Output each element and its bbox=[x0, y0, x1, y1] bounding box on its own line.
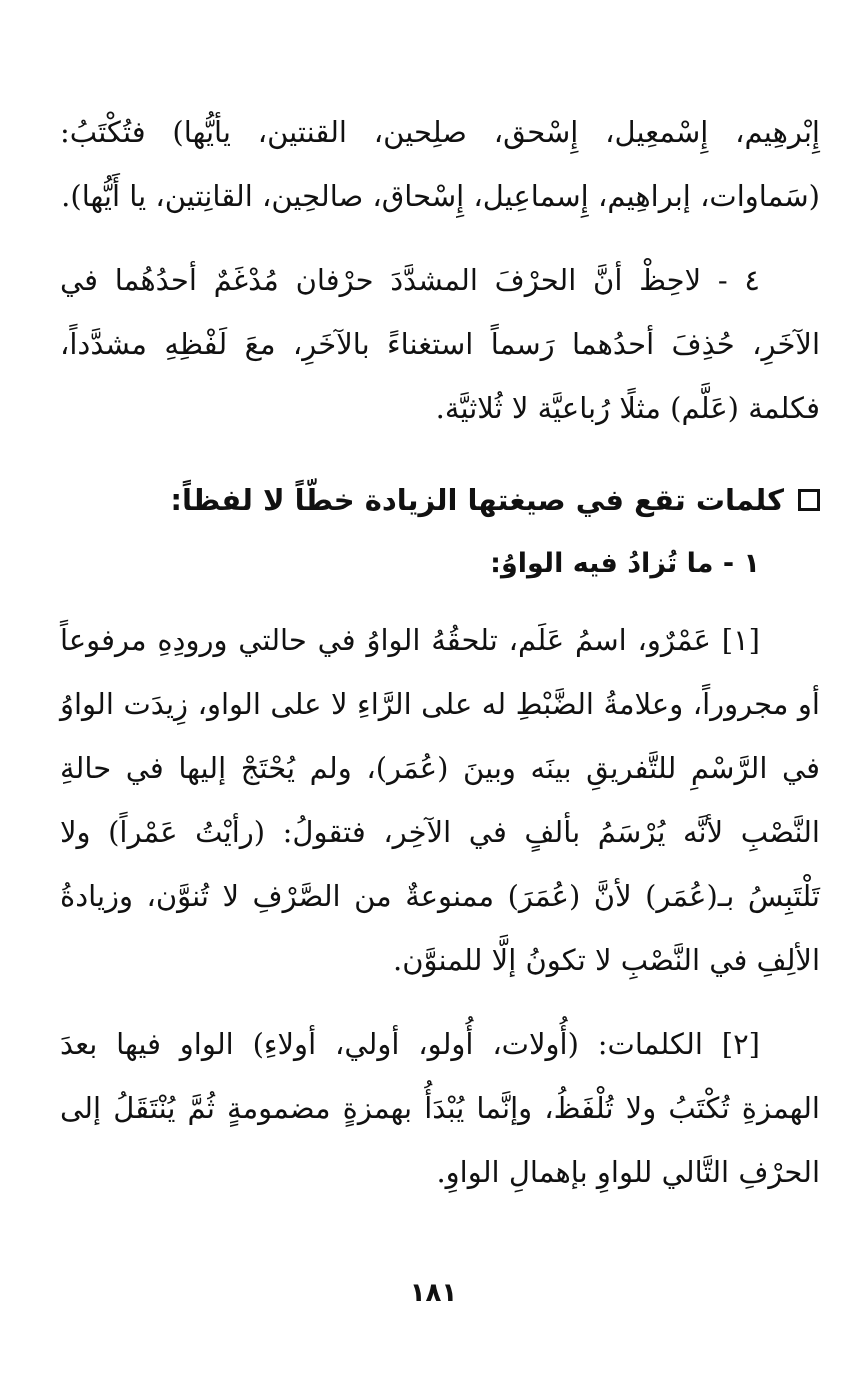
paragraph-item-1: [١] عَمْرٌو، اسمُ عَلَم، تلحقُهُ الواوُ في حالتي ورودِهِ مرفوعاً أو مجروراً، وعلامةُ الضَّبْطِ له على الرَّاءِ لا على الواو، زِيدَت الواوُ في الرَّسْمِ للتَّفريقِ بينَه وبينَ (عُمَر)، ولم يُحْتَجْ إليها في حالةِ النَّصْبِ لأنَّه يُرْسَمُ بألفٍ في الآخِر، فتقولُ: (رأيْتُ عَمْراً) ولا تَلْتَبِسُ بـ(عُمَر) لأنَّ (عُمَرَ) ممنوعةٌ من الصَّرْفِ لا تُنوَّن، وزيادةُ الألِفِ في النَّصْبِ لا تكونُ إلَّا للمنوَّن. bbox=[60, 623, 820, 977]
square-bullet-icon bbox=[798, 489, 820, 511]
paragraph-spelling-examples: إِبْرهِيم، إِسْمعِيل، إِسْحق، صلِحين، القنتين، يأيُّها) فتُكْتَبُ: (سَماوات، إبراهِيم، إِسماعِيل، إِسْحاق، صالحِين، القانِتين، يا أَيُّها). bbox=[60, 115, 820, 213]
paragraph-item-2: [٢] الكلمات: (أُولات، أُولو، أولي، أولاءِ) الواو فيها بعدَ الهمزةِ تُكْتَبُ ولا تُلْفَظُ، وإنَّما يُبْدَأُ بهمزةٍ مضمومةٍ ثُمَّ يُنْتَقَلُ إلى الحرْفِ التَّالي للواوِ بإهمالِ الواوِ. bbox=[60, 1027, 820, 1189]
section-heading bbox=[60, 468, 820, 532]
paragraph-rule-4: ٤ - لاحِظْ أنَّ الحرْفَ المشدَّدَ حرْفان مُدْغَمٌ أحدُهُما في الآخَرِ، حُذِفَ أحدُهما رَسماً استغناءً بالآخَرِ، معَ لَفْظِهِ مشدَّداً، فكلمة (عَلَّم) مثلًا رُباعيَّة لا ثُلاثيَّة. bbox=[60, 263, 820, 425]
page-body bbox=[60, 100, 820, 1204]
section-heading-text: كلمات تقع في صيغتها الزيادة خطّاً لا لفظاً: bbox=[170, 483, 784, 517]
subheading-waw: ١ - ما تُزادُ فيه الواوُ: bbox=[490, 548, 760, 579]
page-number: ١٨١ bbox=[409, 1278, 458, 1308]
